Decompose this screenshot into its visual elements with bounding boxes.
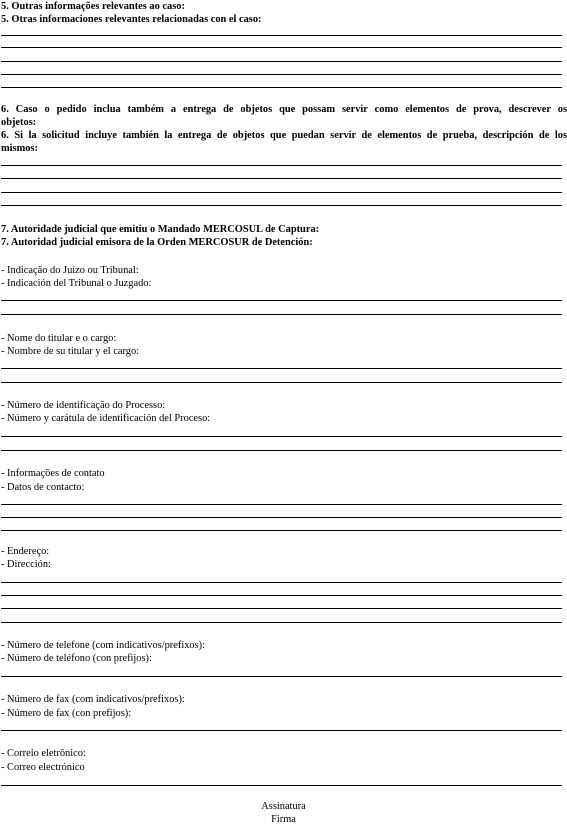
court-label-pt: - Indicação do Juízo ou Tribunal:: [1, 265, 139, 276]
contact-answer-line[interactable]: [1, 504, 562, 505]
court-answer-line[interactable]: [1, 300, 562, 301]
court-answer-line[interactable]: [1, 314, 562, 315]
fax-answer-line[interactable]: [1, 730, 562, 731]
court-label-es: - Indicación del Tribunal o Juzgado:: [1, 278, 152, 289]
holder-label-pt: - Nome do titular e o cargo:: [1, 333, 117, 344]
answer-line[interactable]: [1, 35, 562, 36]
answer-line[interactable]: [1, 192, 562, 193]
answer-line[interactable]: [1, 87, 562, 88]
signature-label-es: Firma: [271, 814, 296, 825]
process-answer-line[interactable]: [1, 436, 562, 437]
contact-answer-line[interactable]: [1, 517, 562, 518]
contact-label-pt: - Informações de contato: [1, 468, 105, 479]
contact-label-es: - Datos de contacto:: [1, 482, 85, 493]
email-answer-line[interactable]: [1, 785, 562, 786]
address-label-pt: - Endereço:: [1, 546, 50, 557]
contact-answer-line[interactable]: [1, 530, 562, 531]
address-answer-line[interactable]: [1, 622, 562, 623]
holder-label-es: - Nombre de su titular y el cargo:: [1, 346, 140, 357]
section-6-title-pt-line2: objetos:: [1, 117, 37, 128]
address-answer-line[interactable]: [1, 608, 562, 609]
answer-line[interactable]: [1, 165, 562, 166]
answer-line[interactable]: [1, 74, 562, 75]
fax-label-es: - Número de fax (con prefijos):: [1, 708, 132, 719]
fax-label-pt: - Número de fax (com indicativos/prefixos):: [1, 694, 185, 705]
signature-label-pt: Assinatura: [261, 801, 306, 812]
answer-line[interactable]: [1, 205, 562, 206]
address-label-es: - Dirección:: [1, 559, 51, 570]
address-answer-line[interactable]: [1, 582, 562, 583]
holder-answer-line[interactable]: [1, 368, 562, 369]
process-label-pt: - Número de identificação do Processo:: [1, 400, 166, 411]
process-answer-line[interactable]: [1, 450, 562, 451]
answer-line[interactable]: [1, 47, 562, 48]
email-label-es: - Correo electrónico: [1, 762, 85, 773]
process-label-es: - Número y carátula de identificación del Proceso:: [1, 413, 211, 424]
section-5-title-pt: 5. Outras informações relevantes ao caso:: [1, 1, 185, 12]
address-answer-line[interactable]: [1, 595, 562, 596]
section-6-title-pt-line1: 6. Caso o pedido inclua também a entrega de objetos que possam servir como elementos de prova, descrever os: [1, 104, 567, 115]
email-label-pt: - Correio eletrônico:: [1, 748, 86, 759]
phone-label-es: - Número de teléfono (con prefijos):: [1, 653, 152, 664]
phone-label-pt: - Número de telefone (com indicativos/prefixos):: [1, 640, 205, 651]
section-7-title-pt: 7. Autoridade judicial que emitiu o Mandado MERCOSUL de Captura:: [1, 224, 320, 235]
answer-line[interactable]: [1, 178, 562, 179]
section-5-title-es: 5. Otras informaciones relevantes relacionadas con el caso:: [1, 14, 262, 25]
section-6-title-es-line1: 6. Si la solicitud incluye también la entrega de objetos que puedan servir de elementos de prueba, descripción de los: [1, 130, 567, 141]
section-6-title-es-line2: mismos:: [1, 143, 38, 154]
section-7-title-es: 7. Autoridad judicial emisora de la Orden MERCOSUR de Detención:: [1, 237, 313, 248]
phone-answer-line[interactable]: [1, 676, 562, 677]
answer-line[interactable]: [1, 61, 562, 62]
holder-answer-line[interactable]: [1, 382, 562, 383]
